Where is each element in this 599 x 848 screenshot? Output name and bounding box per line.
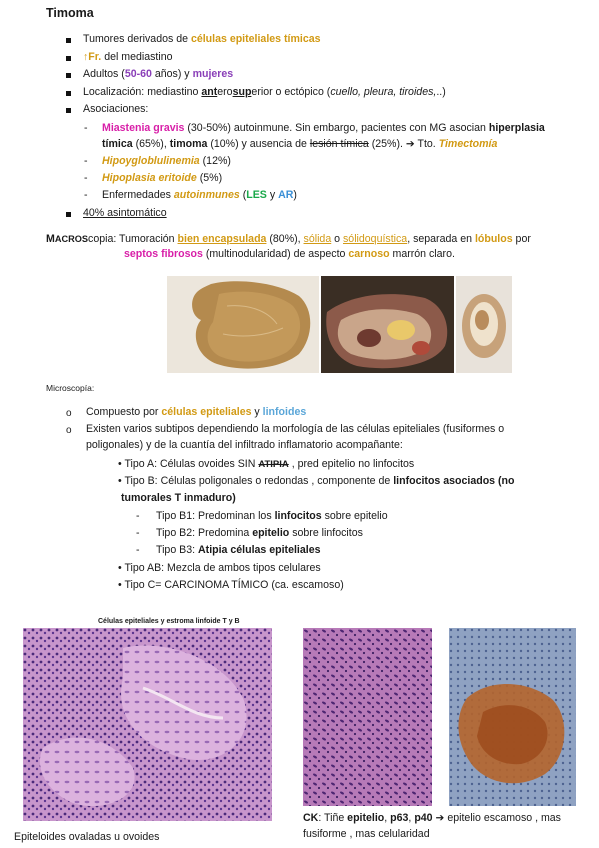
- bullet-location: [66, 86, 446, 98]
- text: ACROS: [54, 234, 89, 244]
- text: linfocitos asociados (no: [393, 475, 515, 487]
- bullet-square-icon: [66, 56, 71, 61]
- bullet-asymptomatic: [66, 207, 167, 219]
- text: sobre linfocitos: [289, 527, 363, 539]
- text: y: [251, 406, 263, 418]
- up-arrow-highlight: ↑Fr.: [83, 51, 102, 63]
- text: y: [266, 189, 279, 201]
- text: copia: Tumoración: [88, 233, 178, 245]
- bullet-square-icon: [66, 38, 71, 43]
- bullet-age: [66, 68, 233, 80]
- text: (25%). ➔ Tto.: [368, 137, 439, 150]
- ck-caption: [303, 810, 593, 842]
- type-b-line2: tumorales T inmaduro): [121, 492, 236, 504]
- highlight: LES: [246, 189, 267, 201]
- highlight: AR: [278, 189, 294, 201]
- text: • Tipo A: Células ovoides SIN: [118, 458, 259, 470]
- text: Tipo B1: Predominan los: [156, 510, 275, 522]
- text: ant: [201, 86, 218, 98]
- highlight: linfoides: [262, 406, 307, 418]
- macroscopy-line2: [124, 248, 455, 260]
- text: Existen varios subtipos dependiendo la morfología de las células epiteliales (fusiformes o poligonales) y de la cuantía del infiltrado inflamatorio acompañante:: [86, 423, 505, 451]
- text: Atipia células epiteliales: [198, 544, 321, 556]
- dash-marker: -: [84, 155, 88, 167]
- text: Adultos (: [83, 68, 125, 80]
- highlight: autoinmunes: [173, 189, 240, 201]
- highlight: células epiteliales: [161, 406, 252, 418]
- highlight: carnoso: [348, 248, 390, 260]
- highlight: Hipoygloblulinemia: [102, 155, 200, 167]
- text: Tipo B2: Predomina: [156, 527, 253, 539]
- highlight: septos fibrosos: [124, 248, 203, 260]
- text: Enfermedades: [102, 189, 174, 201]
- sub-myasthenia: [84, 121, 562, 152]
- dash-marker: -: [84, 122, 88, 134]
- highlight: Hipoplasia eritoide: [102, 172, 197, 184]
- text: tímica: [102, 137, 133, 150]
- text: (5%): [196, 172, 223, 184]
- micro-subtypes-intro: [66, 422, 546, 453]
- dash-marker: -: [136, 527, 140, 539]
- type-b: [118, 474, 514, 490]
- highlight: lóbulos: [474, 233, 513, 245]
- gross-specimen-photo-3: [456, 276, 512, 373]
- text: timoma: [169, 137, 208, 150]
- text: Tumores derivados de: [83, 33, 191, 45]
- circle-bullet-icon: o: [66, 408, 72, 419]
- type-ab: • Tipo AB: Mezcla de ambos tipos celulares: [118, 562, 321, 574]
- dash-marker: -: [136, 510, 140, 522]
- text: linfocitos: [274, 510, 322, 522]
- histology-he-image-2: [303, 628, 432, 806]
- dash-marker: -: [84, 189, 88, 201]
- text: (80%),: [266, 233, 304, 245]
- text: ➔ epitelio escamoso , mas: [432, 812, 561, 824]
- text: epitelio: [347, 812, 385, 824]
- text: CK: [303, 812, 319, 824]
- text: (multinodularidad) de aspecto: [202, 248, 349, 260]
- text: del mediastino: [101, 51, 173, 63]
- sub-autoimmune: [84, 188, 297, 204]
- type-a: [118, 457, 414, 473]
- dash-marker: -: [84, 172, 88, 184]
- highlight: sólida: [303, 233, 332, 245]
- highlight: mujeres: [192, 68, 234, 80]
- text: ..): [436, 86, 446, 98]
- highlight: 50-60: [124, 68, 152, 80]
- text: , pred epitelio no linfocitos: [288, 458, 415, 470]
- highlight: células epiteliales tímicas: [190, 33, 321, 45]
- text: erior o ectópico (: [251, 86, 331, 98]
- bullet-square-icon: [66, 73, 71, 78]
- microscopy-heading: Microscopía:: [46, 383, 95, 393]
- text: (: [239, 189, 247, 201]
- text: años) y: [151, 68, 193, 80]
- text: sup: [232, 86, 252, 98]
- bullet-associations: [66, 103, 148, 115]
- text: (12%): [199, 155, 231, 167]
- micro-composition: [66, 405, 306, 421]
- bullet-square-icon: [66, 108, 71, 113]
- text: Localización: mediastino: [83, 86, 202, 98]
- gross-specimen-photo-2: [321, 276, 454, 373]
- text: ): [293, 189, 297, 201]
- circle-bullet-icon: o: [66, 425, 72, 436]
- text: ,: [408, 812, 415, 824]
- highlight: Miastenia gravis: [102, 122, 185, 134]
- type-b3: [136, 544, 321, 556]
- text: , separada en: [407, 233, 475, 245]
- text: (30-50%) autoinmune. Sin embargo, pacientes con MG asocian: [184, 122, 489, 134]
- histo-caption-left: Epiteloides ovaladas u ovoides: [14, 831, 160, 843]
- text: p63: [390, 812, 409, 824]
- bullet-square-icon: [66, 91, 71, 96]
- text: : Tiñe: [318, 812, 348, 824]
- sub-hypogamma: [84, 154, 231, 170]
- text: ero: [217, 86, 233, 98]
- text: lesión tímica: [309, 137, 369, 150]
- type-c: • Tipo C= CARCINOMA TÍMICO (ca. escamoso): [118, 579, 344, 591]
- text: M: [46, 233, 55, 245]
- text: 40% asintomático: [83, 207, 167, 219]
- highlight: sólidoquística: [343, 233, 408, 245]
- bullet-origin: [66, 33, 321, 45]
- text: Compuesto por: [86, 406, 162, 418]
- text: epitelio: [252, 527, 290, 539]
- bullet-square-icon: [66, 212, 71, 217]
- text: • Tipo B: Células poligonales o redondas , componente de: [118, 475, 394, 487]
- gross-specimen-photo-1: [167, 276, 319, 373]
- text: sobre epitelio: [321, 510, 388, 522]
- text: fusiforme , mas celularidad: [303, 828, 430, 840]
- dash-marker: -: [136, 544, 140, 556]
- text: hiperplasia: [488, 122, 545, 134]
- type-b2: [136, 527, 363, 539]
- page-title: Timoma: [46, 6, 94, 20]
- histology-he-image-1: [23, 628, 272, 821]
- text: por: [512, 233, 531, 245]
- text: marrón claro.: [389, 248, 455, 260]
- text: o: [331, 233, 343, 245]
- highlight: bien encapsulada: [177, 233, 267, 245]
- sub-hypoplasia: [84, 171, 222, 187]
- text: cuello, pleura, tiroides,: [330, 86, 437, 98]
- text: ,: [384, 812, 391, 824]
- text: p40: [414, 812, 433, 824]
- bullet-frequency: [66, 51, 173, 63]
- text: Asociaciones:: [83, 103, 149, 115]
- histo-caption-top: Células epiteliales y estroma linfoide T y B: [98, 618, 240, 625]
- text: ATIPIA: [258, 459, 289, 470]
- text: (10%) y ausencia de: [207, 137, 310, 150]
- text: Tipo B3:: [156, 544, 199, 556]
- macroscopy-paragraph: [46, 231, 566, 248]
- highlight: Timectomía: [438, 137, 498, 150]
- type-b1: [136, 510, 388, 522]
- histology-ihc-image: [449, 628, 576, 806]
- text: (65%),: [132, 137, 170, 150]
